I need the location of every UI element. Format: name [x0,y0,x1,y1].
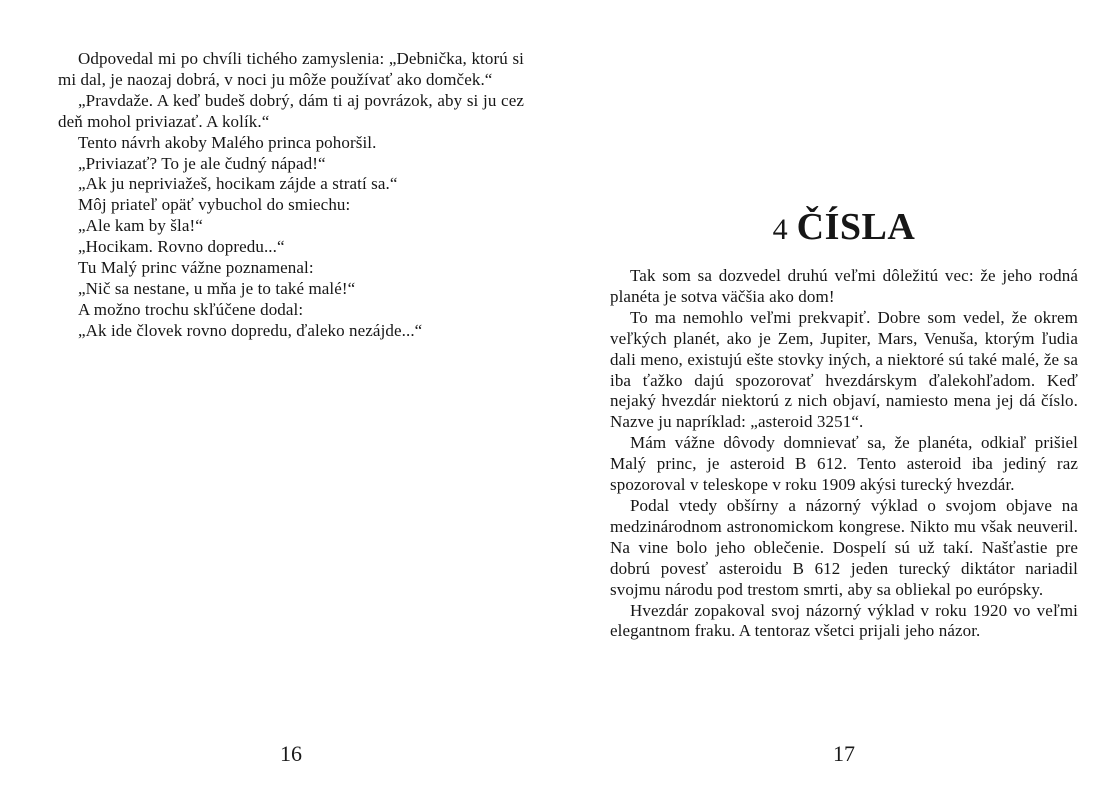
page-left-text [58,49,524,342]
paragraph: „Hocikam. Rovno dopredu...“ [78,237,285,257]
chapter-title: ČÍSLA [796,206,916,248]
paragraph: „Nič sa nestane, u mňa je to také malé!“ [78,278,356,298]
page-right-text [610,266,1078,642]
page-left [58,0,524,800]
paragraph: Hvezdár zopakoval svoj názorný výklad v roku 1920 vo veľmi elegantnom fraku. A tentoraz všetci prijali jeho názor. [610,600,1078,641]
paragraph: Tu Malý princ vážne poznamenal: [78,258,314,278]
page-right [610,0,1078,800]
paragraph: To ma nemohlo veľmi prekvapiť. Dobre som vedel, že okrem veľkých planét, ako je Zem, Jupiter, Mars, Venuša, ktorým ľudia dali meno, existujú ešte stovky iných, a niektoré sú také malé, že sa iba ťažko dajú spozorovať hvezdárskym ďalekohľadom. Keď nejaký hvezdár niektorú z nich objaví, namiesto mena jej dá číslo. Nazve ju napríklad: „asteroid 3251“. [610,307,1078,432]
paragraph: Tento návrh akoby Malého princa pohoršil. [78,132,377,152]
paragraph: „Ale kam by šla!“ [78,216,203,236]
paragraph: Mám vážne dôvody domnievať sa, že planéta, odkiaľ prišiel Malý princ, je asteroid B 612. Tento asteroid iba jediný raz spozoroval v teleskope v roku 1909 akýsi turecký hvezdár. [610,433,1078,495]
paragraph: „Pravdaže. A keď budeš dobrý, dám ti aj povrázok, aby si ju cez deň mohol priviazať. A kolík.“ [58,90,524,131]
chapter-heading [610,205,1078,249]
page-number-right: 17 [833,741,855,766]
paragraph: A možno trochu skľúčene dodal: [78,299,304,319]
paragraph: Odpovedal mi po chvíli tichého zamyslenia: „Debnička, ktorú si mi dal, je naozaj dobrá, v noci ju môže používať ako domček.“ [58,49,524,89]
chapter-number: 4 [772,213,788,246]
paragraph: „Ak ide človek rovno dopredu, ďaleko nezájde...“ [78,320,423,340]
paragraph: „Ak ju nepriviažeš, hocikam zájde a stratí sa.“ [78,174,398,194]
paragraph: „Priviazať? To je ale čudný nápad!“ [78,153,326,173]
paragraph: Tak som sa dozvedel druhú veľmi dôležitú vec: že jeho rodná planéta je sotva väčšia ako dom! [610,266,1078,306]
page-number-left: 16 [280,741,302,766]
paragraph: Môj priateľ opäť vybuchol do smiechu: [78,195,351,215]
paragraph: Podal vtedy obšírny a názorný výklad o svojom objave na medzinárodnom astronomickom kongrese. Nikto mu však neuveril. Na vine bolo jeho oblečenie. Dospelí sú už takí. Našťastie pre dobrú povesť asteroidu B 612 jeden turecký diktátor nariadil svojmu národu pod trestom smrti, aby sa obliekal po európsky. [610,495,1078,599]
